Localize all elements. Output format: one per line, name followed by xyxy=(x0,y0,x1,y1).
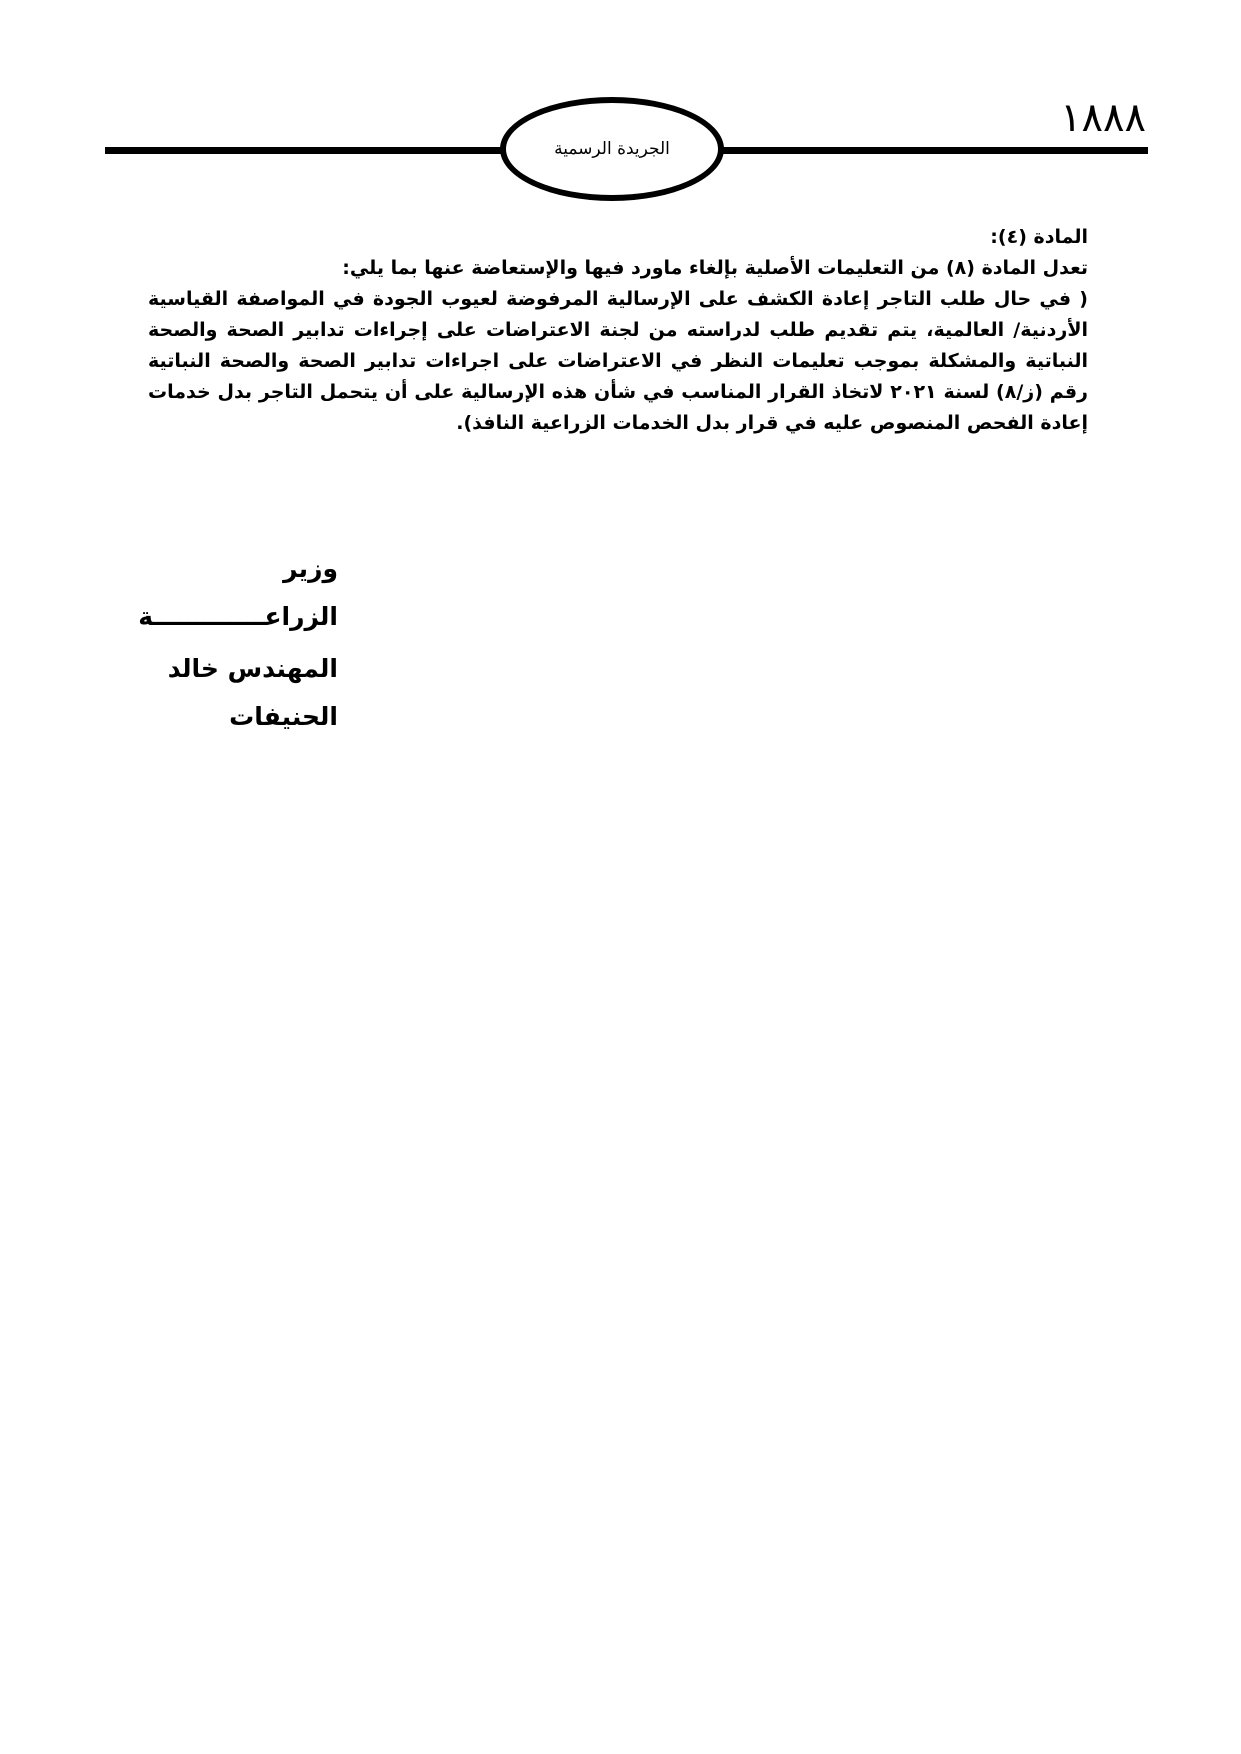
signature-block xyxy=(88,545,338,741)
page-header xyxy=(0,0,1241,240)
publication-oval xyxy=(500,97,724,201)
article-body: ( في حال طلب التاجر إعادة الكشف على الإرسالية المرفوضة لعيوب الجودة في المواصفة القياسية الأردنية/ العالمية، يتم تقديم طلب لدراسته من لجنة الاعتراضات على إجراءات تدابير الصحة والصحة النباتية والمشكلة بموجب تعليمات النظر في الاعتراضات على اجراءات تدابير الصحة والصحة النباتية رقم (ز/٨) لسنة ٢٠٢١ لاتخاذ القرار المناسب في شأن هذه الإرسالية على أن يتحمل التاجر بدل خدمات إعادة الفحص المنصوص عليه في قرار بدل الخدمات الزراعية النافذ). xyxy=(148,288,1088,434)
signature-title: وزير الزراعـــــــــــــة xyxy=(138,554,338,631)
publication-name: الجريدة الرسمية xyxy=(554,139,670,159)
article-title: المادة (٤): xyxy=(990,226,1088,248)
article-intro: تعدل المادة (٨) من التعليمات الأصلية بإلغاء ماورد فيها والإستعاضة عنها بما يلي: xyxy=(342,257,1088,279)
article-section xyxy=(148,222,1088,439)
page-number: ١٨٨٨ xyxy=(1060,95,1146,141)
signature-name: المهندس خالد الحنيفات xyxy=(167,654,338,731)
